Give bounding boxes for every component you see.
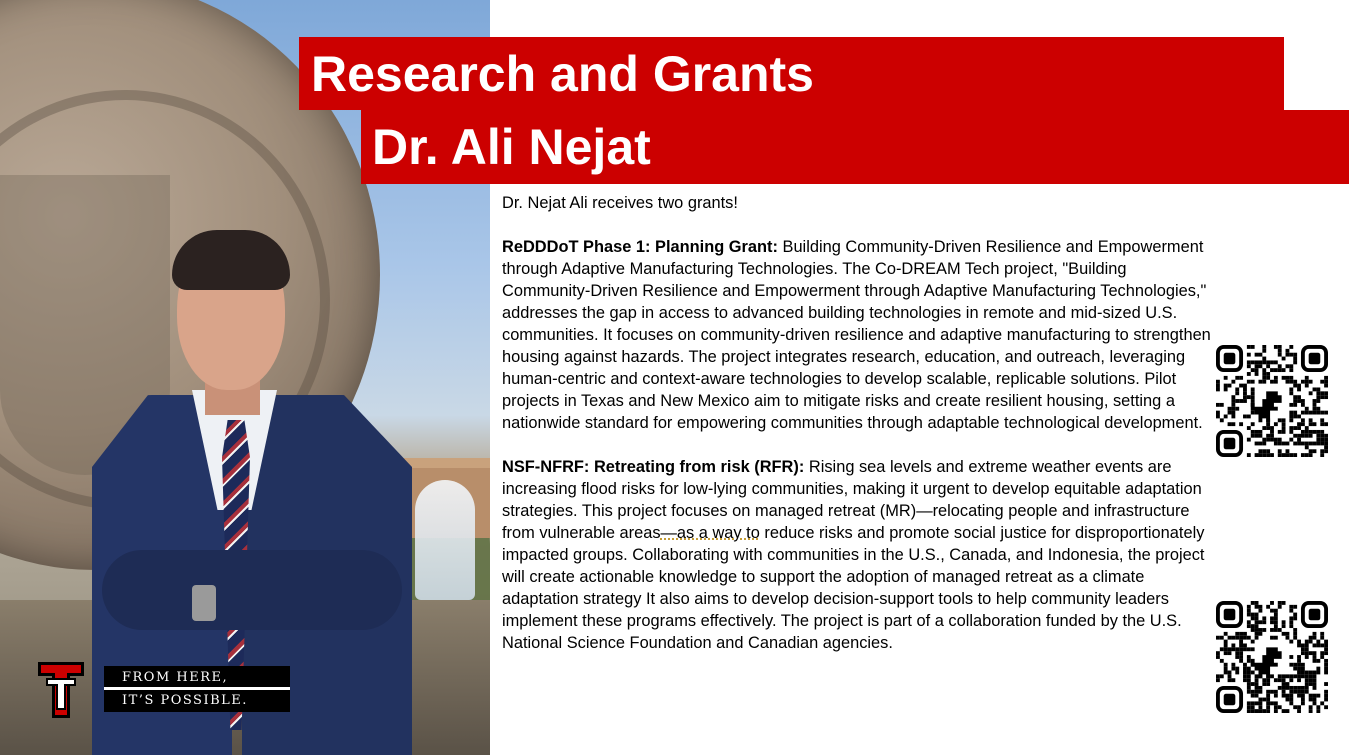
grant-1-heading: ReDDDoT Phase 1: Planning Grant: — [502, 238, 778, 256]
qr-code-2[interactable] — [1216, 601, 1328, 713]
grant-description — [502, 192, 1212, 654]
tagline-line1: FROM HERE, — [122, 670, 229, 685]
grant-2-underlined: —as a way to — [660, 524, 760, 542]
tagline-line2: IT’S POSSIBLE. — [122, 693, 248, 708]
grant-2-body-after: reduce risks and promote social justice for disproportionately impacted groups. Collaborating with communities in the U.S., Canada, and Indonesia, the project will create actionable knowledge to support the adoption of managed retreat as a climate adaptation strategy It also aims to develop decision-support tools to help community leaders implement these programs effectively. The project is part of a collaboration funded by the U.S. National Science Foundation and Canadian agencies. — [502, 524, 1205, 652]
grant-1-body: Building Community-Driven Resilience and Empowerment through Adaptive Manufacturing Technologies. The Co-DREAM Tech project, "Building Community-Driven Resilience and Empowerment through Adaptive Manufacturing Technologies," addresses the gap in access to advanced building technologies in remote and mid-sized U.S. communities. It focuses on community-driven resilience and adaptive manufacturing to strengthen housing against hazards. The project integrates research, education, and outreach, leveraging human-centric and context-aware technologies to develop scalable, replicable solutions. Pilot projects in Texas and New Mexico aim to mitigate risks and create resilient housing, setting a nationwide standard for empowering communities through adaptable technological development. — [502, 238, 1211, 432]
grant-2-body: Rising sea levels and extreme weather events are increasing flood risks for low-lying communities, making it urgent to develop equitable adaptation strategies. This project focuses on managed retreat (MR)—relocating people and infrastructure from vulnerable areas — [502, 458, 1202, 542]
fountain — [415, 480, 475, 600]
page-title: Research and Grants — [311, 46, 814, 102]
grant-2 — [502, 456, 1212, 654]
grant-2-heading: NSF-NFRF: Retreating from risk (RFR): — [502, 458, 805, 476]
person-name: Dr. Ali Nejat — [372, 119, 651, 175]
double-t-logo-icon — [36, 660, 86, 720]
qr-code-1[interactable] — [1216, 345, 1328, 457]
intro-text: Dr. Nejat Ali receives two grants! — [502, 194, 738, 212]
tagline-badge — [104, 666, 290, 712]
grant-1 — [502, 236, 1212, 434]
